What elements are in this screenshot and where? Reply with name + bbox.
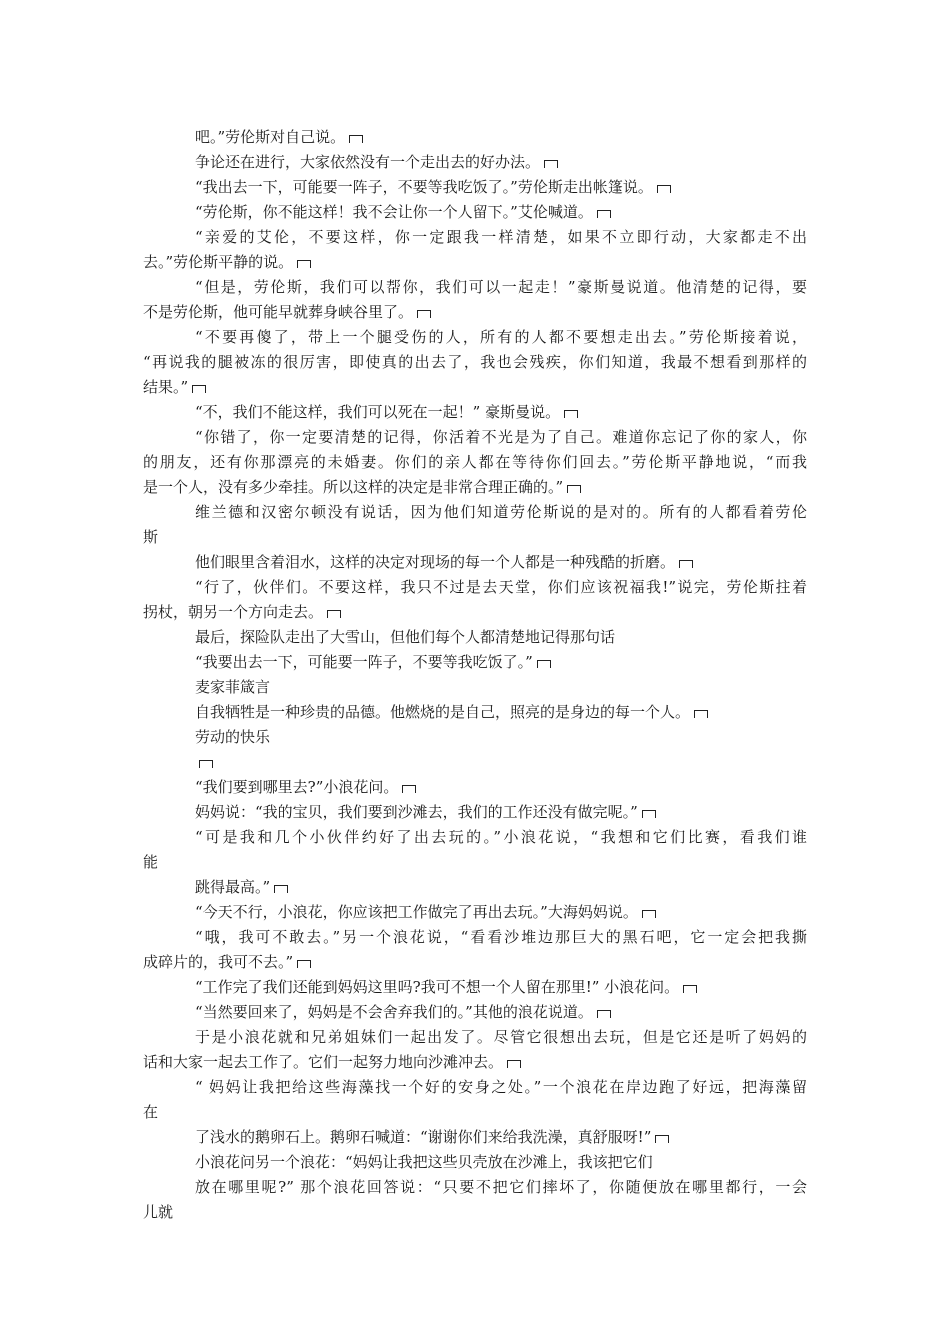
line-text: 于是小浪花就和兄弟姐妹们一起出发了。尽管它很想出去玩，但是它还是听了妈妈的 bbox=[195, 1028, 807, 1046]
line-text: 的朋友，还有你那漂亮的未婚妻。你们的亲人都在等待你们回去。”劳伦斯平静地说，“而我 bbox=[143, 453, 807, 471]
line-text: 争论还在进行，大家依然没有一个走出去的好办法。 bbox=[195, 153, 541, 171]
line-text: 能 bbox=[143, 853, 159, 871]
line-text: 话和大家一起去工作了。它们一起努力地向沙滩冲去。 bbox=[143, 1053, 504, 1071]
paragraph-mark-icon bbox=[564, 410, 578, 418]
line-text: 最后，探险队走出了大雪山，但他们每个人都清楚地记得那句话 bbox=[195, 628, 616, 646]
paragraph-mark-icon bbox=[655, 1135, 669, 1143]
text-line bbox=[195, 425, 807, 449]
line-text: 结果。” bbox=[143, 378, 189, 396]
paragraph-mark-icon bbox=[327, 610, 341, 618]
line-text: “不，我们不能这样，我们可以死在一起！” 豪斯曼说。 bbox=[195, 403, 561, 421]
text-line bbox=[143, 475, 581, 499]
paragraph-mark-icon bbox=[544, 160, 558, 168]
line-text: “今天不行，小浪花，你应该把工作做完了再出去玩。”大海妈妈说。 bbox=[195, 903, 638, 921]
line-text: “但是，劳伦斯，我们可以帮你，我们可以一起走！”豪斯曼说道。他清楚的记得，要 bbox=[195, 278, 807, 296]
line-text: 拐杖，朝另一个方向走去。 bbox=[143, 603, 324, 621]
line-text: 自我牺牲是一种珍贵的品德。他燃烧的是自己，照亮的是身边的每一个人。 bbox=[195, 703, 691, 721]
paragraph-mark-icon bbox=[192, 385, 206, 393]
paragraph-mark-icon bbox=[683, 985, 697, 993]
text-line bbox=[143, 250, 311, 274]
paragraph-mark-icon bbox=[642, 810, 656, 818]
text-line bbox=[143, 300, 431, 324]
text-line bbox=[195, 150, 558, 174]
text-line bbox=[195, 175, 671, 199]
text-line bbox=[143, 525, 158, 549]
paragraph-mark-icon bbox=[679, 560, 693, 568]
text-line bbox=[195, 675, 270, 699]
line-text: 了浅水的鹅卵石上。鹅卵石喊道：“谢谢你们来给我洗澡，真舒服呀!” bbox=[195, 1128, 652, 1146]
line-text: 妈妈说：“我的宝贝，我们要到沙滩去，我们的工作还没有做完呢。” bbox=[195, 803, 638, 821]
line-text: 劳动的快乐 bbox=[195, 728, 271, 746]
text-line bbox=[195, 200, 611, 224]
line-text: “工作完了我们还能到妈妈这里吗?我可不想一个人留在那里!” 小浪花问。 bbox=[195, 978, 680, 996]
text-line bbox=[195, 1175, 807, 1199]
text-line bbox=[195, 550, 693, 574]
text-line bbox=[143, 1100, 158, 1124]
text-line bbox=[143, 1050, 521, 1074]
line-text: 儿就 bbox=[143, 1203, 174, 1221]
line-text: 吧。”劳伦斯对自己说。 bbox=[195, 128, 346, 146]
paragraph-mark-icon bbox=[349, 135, 363, 143]
text-line bbox=[195, 625, 615, 649]
paragraph-mark-icon bbox=[567, 485, 581, 493]
text-line bbox=[195, 700, 708, 724]
line-text: “我出去一下，可能要一阵子，不要等我吃饭了。”劳伦斯走出帐篷说。 bbox=[195, 178, 653, 196]
line-text: 斯 bbox=[143, 528, 159, 546]
text-line bbox=[195, 725, 270, 749]
line-text: 不是劳伦斯，他可能早就葬身峡谷里了。 bbox=[143, 303, 414, 321]
line-text: “行了，伙伴们。不要这样，我只不过是去天堂，你们应该祝福我!”说完，劳伦斯拄着 bbox=[195, 578, 807, 596]
line-text: 小浪花问另一个浪花：“妈妈让我把这些贝壳放在沙滩上，我该把它们 bbox=[195, 1153, 653, 1171]
text-line bbox=[195, 825, 807, 849]
text-line bbox=[195, 900, 656, 924]
text-line bbox=[195, 775, 416, 799]
text-line bbox=[195, 1025, 807, 1049]
line-text: “我要出去一下，可能要一阵子，不要等我吃饭了。” bbox=[195, 653, 533, 671]
paragraph-mark-icon bbox=[507, 1060, 521, 1068]
paragraph-mark-icon bbox=[297, 960, 311, 968]
paragraph-mark-icon bbox=[199, 760, 213, 768]
text-line bbox=[195, 275, 807, 299]
paragraph-mark-icon bbox=[642, 910, 656, 918]
line-text: 麦家菲箴言 bbox=[195, 678, 271, 696]
text-line bbox=[195, 925, 807, 949]
paragraph-mark-icon bbox=[597, 210, 611, 218]
text-line bbox=[195, 1000, 611, 1024]
line-text: 他们眼里含着泪水，这样的决定对现场的每一个人都是一种残酷的折磨。 bbox=[195, 553, 676, 571]
line-text: “再说我的腿被冻的很厉害，即使真的出去了，我也会残疾，你们知道，我最不想看到那样的 bbox=[143, 353, 807, 371]
line-text: “ 妈妈让我把给这些海藻找一个好的安身之处。”一个浪花在岸边跑了好远，把海藻留 bbox=[195, 1078, 807, 1096]
text-line bbox=[195, 975, 697, 999]
text-line bbox=[195, 125, 363, 149]
text-line bbox=[195, 875, 288, 899]
paragraph-mark-icon bbox=[657, 185, 671, 193]
text-line bbox=[143, 375, 206, 399]
line-text: “哦，我可不敢去。”另一个浪花说，“看看沙堆边那巨大的黑石吧，它一定会把我撕 bbox=[195, 928, 807, 946]
paragraph-mark-icon bbox=[402, 785, 416, 793]
text-line bbox=[195, 1125, 669, 1149]
paragraph-mark-icon bbox=[417, 310, 431, 318]
text-line bbox=[195, 400, 578, 424]
line-text: 在 bbox=[143, 1103, 159, 1121]
text-line bbox=[195, 1150, 653, 1174]
text-line bbox=[143, 450, 807, 474]
text-line bbox=[195, 225, 807, 249]
text-line bbox=[195, 1075, 807, 1099]
paragraph-mark-icon bbox=[297, 260, 311, 268]
line-text: “可是我和几个小伙伴约好了出去玩的。”小浪花说，“我想和它们比赛，看我们谁 bbox=[195, 828, 807, 846]
line-text: “你错了，你一定要清楚的记得，你活着不光是为了自己。难道你忘记了你的家人，你 bbox=[195, 428, 807, 446]
text-line bbox=[143, 850, 158, 874]
line-text: 成碎片的，我可不去。” bbox=[143, 953, 294, 971]
line-text: “不要再傻了，带上一个腿受伤的人，所有的人都不要想走出去。”劳伦斯接着说， bbox=[195, 328, 807, 346]
line-text: 维兰德和汉密尔顿没有说话，因为他们知道劳伦斯说的是对的。所有的人都看着劳伦 bbox=[195, 503, 807, 521]
line-text: 去。”劳伦斯平静的说。 bbox=[143, 253, 294, 271]
text-line bbox=[143, 600, 341, 624]
line-text: 跳得最高。” bbox=[195, 878, 271, 896]
text-line bbox=[195, 575, 807, 599]
paragraph-mark-icon bbox=[597, 1010, 611, 1018]
paragraph-mark-icon bbox=[537, 660, 551, 668]
text-line bbox=[143, 350, 807, 374]
text-line bbox=[195, 650, 551, 674]
paragraph-mark-icon bbox=[694, 710, 708, 718]
text-line bbox=[143, 950, 311, 974]
text-line bbox=[195, 750, 213, 774]
text-line bbox=[195, 325, 807, 349]
line-text: 是一个人，没有多少牵挂。所以这样的决定是非常合理正确的。” bbox=[143, 478, 564, 496]
text-line bbox=[143, 1200, 173, 1224]
line-text: “当然要回来了，妈妈是不会舍弃我们的。”其他的浪花说道。 bbox=[195, 1003, 593, 1021]
line-text: “亲爱的艾伦，不要这样，你一定跟我一样清楚，如果不立即行动，大家都走不出 bbox=[195, 228, 807, 246]
text-line bbox=[195, 500, 807, 524]
paragraph-mark-icon bbox=[274, 885, 288, 893]
line-text: “我们要到哪里去?”小浪花问。 bbox=[195, 778, 399, 796]
line-text: 放在哪里呢?” 那个浪花回答说：“只要不把它们摔坏了，你随便放在哪里都行，一会 bbox=[195, 1178, 807, 1196]
line-text: “劳伦斯，你不能这样！我不会让你一个人留下。”艾伦喊道。 bbox=[195, 203, 593, 221]
text-line bbox=[195, 800, 656, 824]
